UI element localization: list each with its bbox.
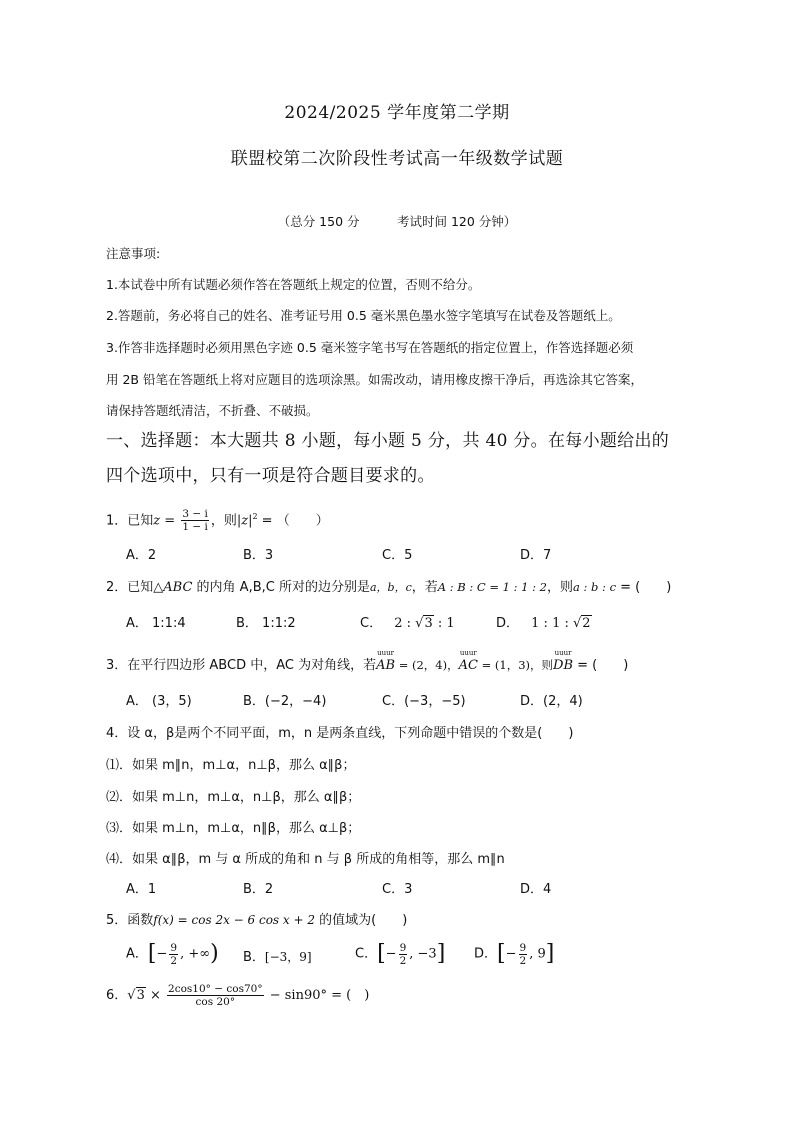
q3-ab-label: AB bbox=[376, 658, 396, 673]
q3-option-c: C．(−3，−5) bbox=[382, 694, 466, 709]
q5-c-right: , −3 bbox=[409, 946, 437, 962]
q3-ab-arrow: uuur bbox=[377, 649, 394, 657]
question-4-statement-2: ⑵．如果 m⊥n，m⊥α，n⊥β，那么 α∥β； bbox=[106, 790, 361, 805]
q2-option-b: B． 1:1:2 bbox=[236, 616, 296, 631]
q6-frac-den: cos 20° bbox=[195, 996, 236, 1008]
q2-option-a: A． 1:1:4 bbox=[126, 616, 186, 631]
question-4-stem: 4．设 α，β是两个不同平面，m，n 是两条直线，下列命题中错误的个数是( ) bbox=[106, 726, 574, 741]
q5-c-num: 9 bbox=[399, 941, 407, 954]
q5-prefix: 5．函数 bbox=[106, 913, 154, 928]
q2-suffix: = ( ) bbox=[616, 580, 672, 595]
q3-option-a: A． (3，5) bbox=[126, 694, 192, 709]
q1-frac-num: 3 − i bbox=[182, 508, 208, 521]
q2-option-d bbox=[496, 612, 592, 631]
q2-mid2: ，若 bbox=[411, 580, 438, 595]
note-item-3-line-3: 请保持答题纸清洁，不折叠、不破损。 bbox=[106, 403, 319, 418]
q1-prefix: 1．已知 bbox=[106, 513, 154, 529]
q6-rest: − sin90° = ( ) bbox=[265, 988, 370, 1003]
q6-times: × bbox=[145, 988, 166, 1003]
q2-option-c bbox=[360, 612, 455, 631]
q3-ac-label: AC bbox=[458, 658, 478, 673]
exam-title-line2: 联盟校第二次阶段性考试高一年级数学试题 bbox=[230, 149, 564, 169]
q1-var-z: z bbox=[153, 513, 161, 529]
question-4-statement-1: ⑴．如果 m∥n，m⊥α，n⊥β，那么 α∥β； bbox=[106, 758, 356, 773]
q1-frac-den: 1 − i bbox=[182, 521, 208, 534]
q5-option-b bbox=[243, 946, 312, 965]
note-item-2: 2.答题前，务必将自己的姓名、准考证号用 0.5 毫米黑色墨水签字笔填写在试卷及答题纸上。 bbox=[106, 308, 621, 323]
q1-eq: = bbox=[160, 513, 180, 529]
question-4-statement-4: ⑷．如果 α∥β，m 与 α 所成的角和 n 与 β 所成的角相等，那么 m∥n bbox=[106, 852, 505, 867]
section-1-line-1: 一、选择题：本大题共 8 小题，每小题 5 分，共 40 分。在每小题给出的 bbox=[106, 431, 670, 451]
question-4-statement-3: ⑶．如果 m⊥n，m⊥α，n∥β，那么 α⊥β； bbox=[106, 821, 361, 836]
q2-option-c-sqrt: √3 bbox=[415, 616, 433, 631]
q5-d-left: − bbox=[505, 946, 517, 962]
q5-d-frac bbox=[519, 942, 528, 967]
q2-option-c-radicand: 3 bbox=[424, 616, 433, 631]
q4-option-d: D．4 bbox=[520, 882, 552, 897]
q3-suffix: = ( ) bbox=[573, 658, 629, 673]
q5-a-right: , +∞ bbox=[180, 946, 211, 962]
q4-option-c: C．3 bbox=[382, 882, 413, 897]
q5-a-label: A． bbox=[126, 946, 148, 962]
q2-mid3: ，则 bbox=[546, 580, 573, 595]
q5-d-label: D． bbox=[474, 946, 498, 962]
q3-vector-ac bbox=[458, 649, 478, 673]
q6-radicand: 3 bbox=[136, 988, 145, 1003]
note-item-3-line-1: 3.作答非选择题时必须用黑色字迹 0.5 毫米签字笔书写在答题纸的指定位置上，作答选择题必须 bbox=[106, 340, 634, 355]
q1-option-a: A．2 bbox=[126, 548, 157, 563]
q5-c-frac bbox=[399, 942, 408, 967]
q1-middle: ，则 bbox=[210, 513, 237, 529]
q3-text1: 3．在平行四边形 ABCD 中，AC 为对角线，若 bbox=[106, 658, 377, 673]
q2-option-c-post: : 1 bbox=[433, 616, 455, 631]
q3-option-b: B．(−2，−4) bbox=[243, 694, 327, 709]
q2-option-d-label: D． bbox=[496, 616, 520, 631]
q2-option-c-label: C． bbox=[360, 616, 383, 631]
q3-eq-ab: = (2，4)， bbox=[395, 658, 459, 672]
q5-option-a: A．[− $\frac{9}{2}$ , +∞) bbox=[126, 941, 219, 967]
question-6 bbox=[106, 981, 369, 1011]
q3-eq-ac: = (1，3)，则 bbox=[477, 658, 554, 672]
q3-db-arrow: uuur bbox=[554, 649, 572, 657]
q2-ratio: A : B : C = 1 : 1 : 2 bbox=[437, 580, 547, 594]
q5-option-d: D．[− $\frac{9}{2}$ , 9] bbox=[474, 941, 555, 967]
q3-option-d: D．(2，4) bbox=[520, 694, 583, 709]
q2-option-d-pre: 1 : 1 : bbox=[531, 616, 573, 631]
q5-d-right: , 9 bbox=[529, 946, 546, 962]
q3-vector-db bbox=[553, 649, 573, 673]
q1-fraction bbox=[181, 508, 209, 533]
q5-function: f(x) = cos 2x − 6 cos x + 2 bbox=[153, 913, 315, 927]
note-item-3-line-2: 用 2B 铅笔在答题纸上将对应题目的选项涂黑。如需改动，请用橡皮擦干净后，再选涂其它答案， bbox=[106, 372, 643, 387]
q1-option-b: B．3 bbox=[243, 548, 274, 563]
q5-c-label: C． bbox=[355, 946, 378, 962]
q5-d-den: 2 bbox=[519, 954, 527, 967]
q3-vector-ab bbox=[376, 649, 396, 673]
q5-b-value: [−3，9] bbox=[264, 950, 312, 964]
q2-option-c-pre: 2 : bbox=[394, 616, 416, 631]
q1-option-d: D．7 bbox=[520, 548, 552, 563]
q2-ask: a : b : c bbox=[572, 580, 617, 594]
q1-sup: 2 bbox=[252, 512, 258, 521]
exam-title-line1: 2024/2025 学年度第二学期 bbox=[284, 103, 510, 123]
note-item-1: 1.本试卷中所有试题必须作答在答题纸上规定的位置，否则不给分。 bbox=[106, 277, 481, 292]
q6-fraction bbox=[167, 983, 264, 1008]
section-1-line-2: 四个选项中，只有一项是符合题目要求的。 bbox=[106, 466, 435, 486]
q3-db-label: DB bbox=[553, 658, 573, 673]
exam-info: （总分 150 分 考试时间 120 分钟） bbox=[277, 214, 517, 229]
q6-frac-num: 2cos10° − cos70° bbox=[168, 983, 263, 995]
q5-c-left: − bbox=[385, 946, 397, 962]
q3-ac-arrow: uuur bbox=[459, 649, 477, 657]
q5-a-num: 9 bbox=[170, 941, 178, 954]
q5-d-num: 9 bbox=[519, 941, 527, 954]
question-2 bbox=[106, 576, 671, 595]
q5-b-label: B． bbox=[243, 950, 265, 965]
q6-sqrt: √3 bbox=[127, 988, 145, 1003]
q6-prefix: 6． bbox=[106, 988, 128, 1003]
q1-option-c: C．5 bbox=[382, 548, 413, 563]
q1-suffix: = （ ） bbox=[257, 513, 329, 529]
q4-option-a: A．1 bbox=[126, 882, 157, 897]
q5-c-den: 2 bbox=[399, 954, 407, 967]
q1-abs: |z| bbox=[236, 513, 253, 529]
q2-prefix: 2．已知△ bbox=[106, 580, 164, 595]
question-3 bbox=[106, 649, 629, 673]
q5-suffix: 的值域为( ) bbox=[315, 913, 408, 928]
q2-option-d-radicand: 2 bbox=[582, 616, 591, 631]
q2-sides: a，b，c bbox=[369, 581, 412, 594]
question-1 bbox=[106, 502, 329, 536]
q2-abc: ABC bbox=[163, 580, 193, 595]
q5-a-frac bbox=[169, 942, 178, 967]
question-5 bbox=[106, 909, 407, 928]
q2-mid1: 的内角 A,B,C 所对的边分别是 bbox=[192, 580, 370, 595]
notes-heading: 注意事项: bbox=[106, 246, 161, 261]
q5-a-left: − bbox=[156, 946, 168, 962]
q2-option-d-sqrt: √2 bbox=[573, 616, 591, 631]
q5-a-den: 2 bbox=[170, 954, 178, 967]
q5-option-c: C．[− $\frac{9}{2}$ , −3] bbox=[355, 941, 446, 967]
q4-option-b: B．2 bbox=[243, 882, 274, 897]
